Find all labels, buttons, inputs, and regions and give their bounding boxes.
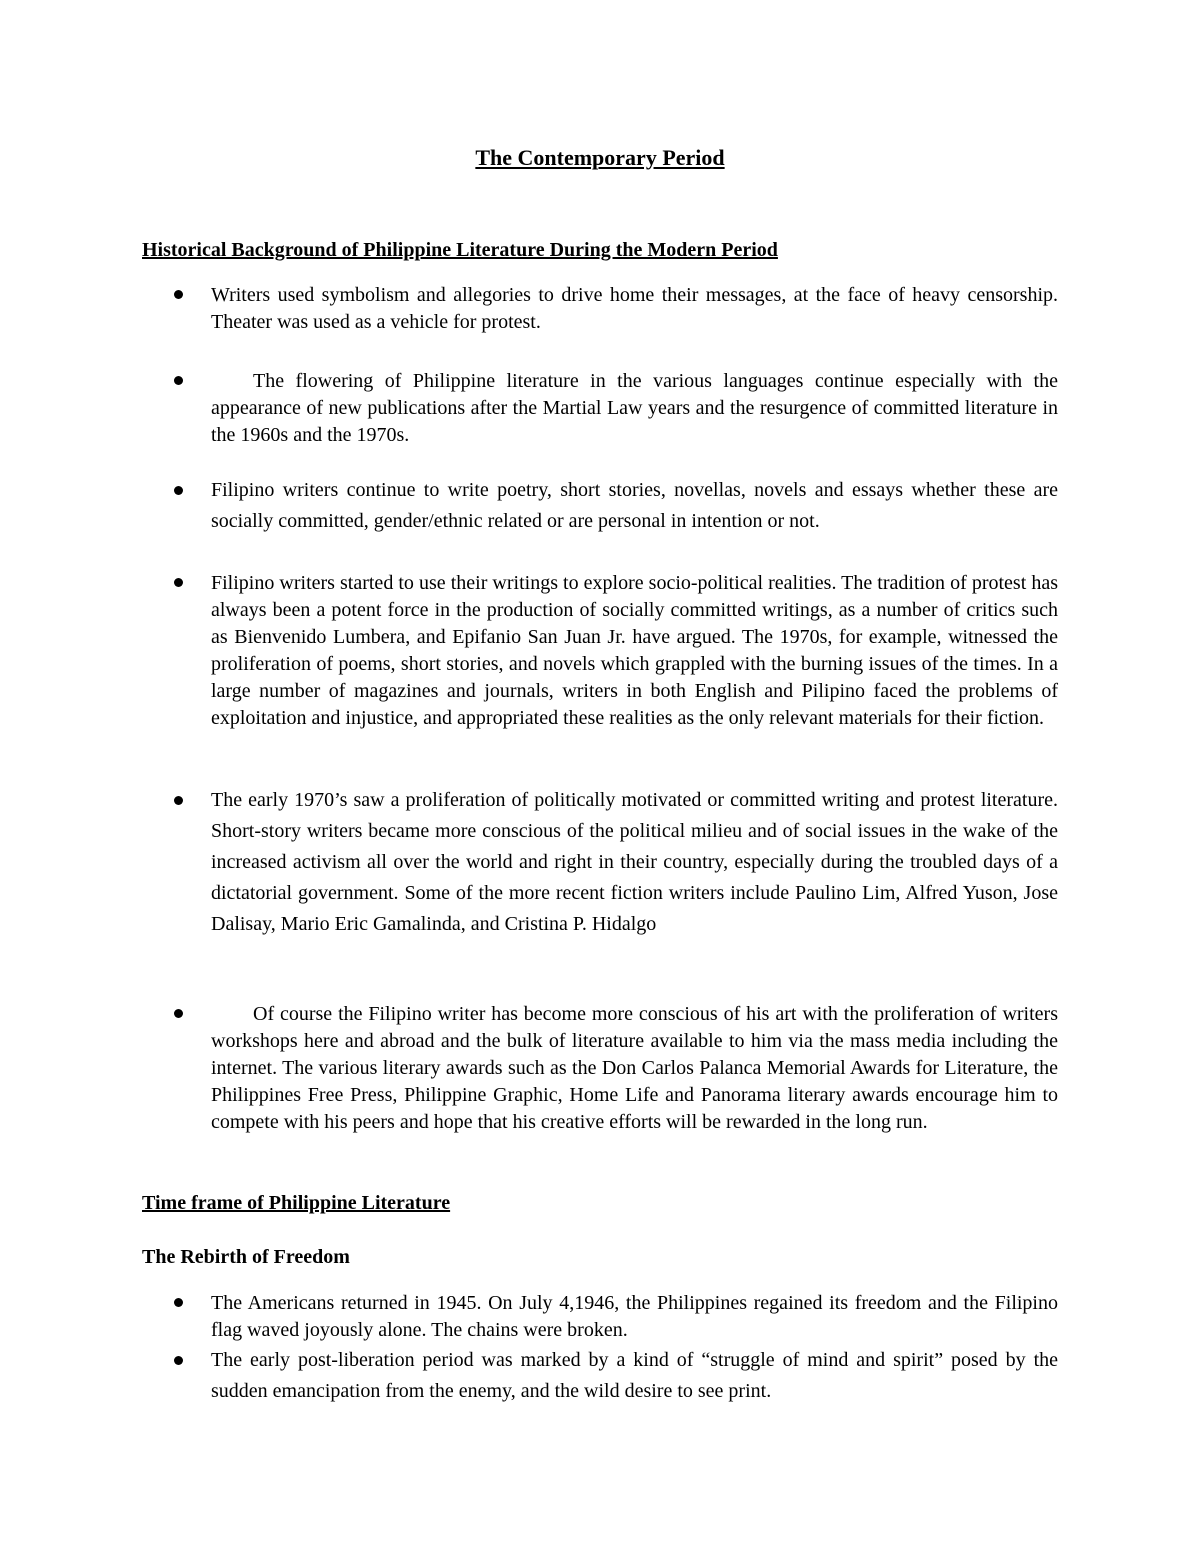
bullet-icon xyxy=(174,290,183,299)
list-item: Writers used symbolism and allegories to drive home their messages, at the face of heavy censorship. Theater was used as a vehicle for protest. xyxy=(211,284,1058,333)
bullet-icon xyxy=(174,1356,183,1365)
bullet-icon xyxy=(174,376,183,385)
bullet-icon xyxy=(174,578,183,587)
list-item: Of course the Filipino writer has become more conscious of his art with the proliferation of writers workshops here and abroad and the bulk of literature available to him via the mass media including the internet. The various literary awards such as the Don Carlos Palanca Memorial Awards for Literature, the Philippines Free Press, Philippine Graphic, Home Life and Panorama literary awards encourage him to compete with his peers and hope that his creative efforts will be rewarded in the long run. xyxy=(211,1003,1058,1133)
list-item: Filipino writers started to use their writings to explore socio-political realities. The tradition of protest has always been a potent force in the production of socially committed writings, as a number of critics such as Bienvenido Lumbera, and Epifanio San Juan Jr. have argued. The 1970s, for example, witnessed the proliferation of poems, short stories, and novels which grappled with the burning issues of the times. In a large number of magazines and journals, writers in both English and Pilipino faced the problems of exploitation and injustice, and appropriated these realities as the only relevant materials for their fiction. xyxy=(211,572,1058,729)
list-item: The early post-liberation period was marked by a kind of “struggle of mind and spirit” posed by the sudden emancipation from the enemy, and the wild desire to see print. xyxy=(211,1349,1058,1402)
list-item: The flowering of Philippine literature in the various languages continue especially with the appearance of new publications after the Martial Law years and the resurgence of committed literature in the 1960s and the 1970s. xyxy=(211,370,1058,446)
bullet-icon xyxy=(174,796,183,805)
section-heading-time-frame: Time frame of Philippine Literature xyxy=(142,1192,451,1214)
bullet-icon xyxy=(174,1009,183,1018)
list-item: Filipino writers continue to write poetry, short stories, novellas, novels and essays whether these are socially committed, gender/ethnic related or are personal in intention or not. xyxy=(211,479,1058,532)
subheading-rebirth-of-freedom: The Rebirth of Freedom xyxy=(142,1246,350,1268)
list-item: The Americans returned in 1945. On July 4,1946, the Philippines regained its freedom and the Filipino flag waved joyously alone. The chains were broken. xyxy=(211,1292,1058,1341)
page-title: The Contemporary Period xyxy=(475,145,725,170)
list-item: The early 1970’s saw a proliferation of politically motivated or committed writing and protest literature. Short-story writers became more conscious of the political milieu and of social issues in the wake of the increased activism all over the world and right in their country, especially during the troubled days of a dictatorial government. Some of the more recent fiction writers include Paulino Lim, Alfred Yuson, Jose Dalisay, Mario Eric Gamalinda, and Cristina P. Hidalgo xyxy=(211,789,1058,935)
bullet-icon xyxy=(174,1298,183,1307)
section-heading-historical-background: Historical Background of Philippine Literature During the Modern Period xyxy=(142,239,778,261)
bullet-icon xyxy=(174,486,183,495)
